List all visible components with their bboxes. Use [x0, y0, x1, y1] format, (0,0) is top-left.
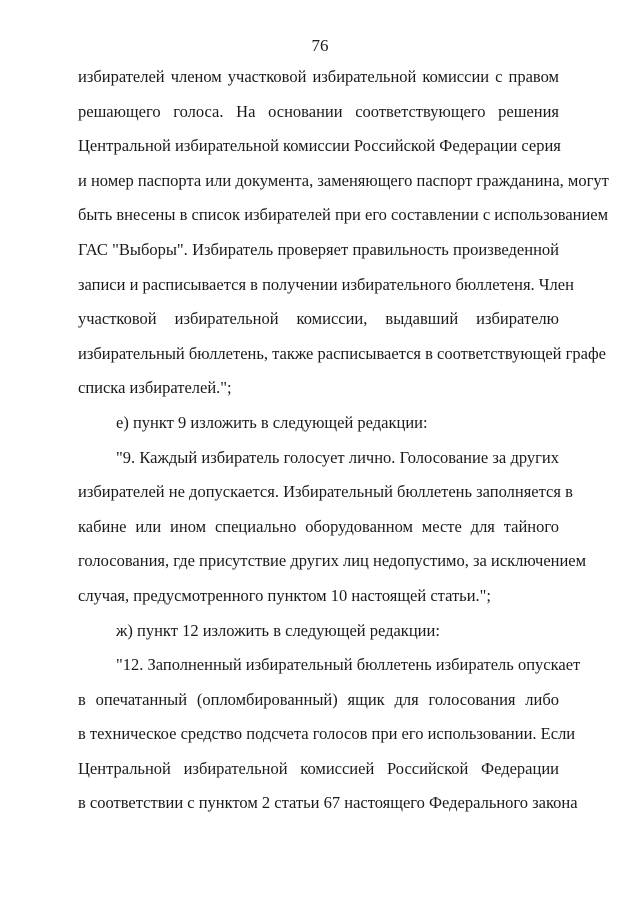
page-number: 76: [311, 36, 329, 55]
text-line: избирателей не допускается. Избирательный бюллетень заполняется в: [78, 482, 573, 502]
text-line: в техническое средство подсчета голосов при его использовании. Если: [78, 724, 576, 744]
text-line: избирателей членом участковой избирательной комиссии с правом: [78, 67, 559, 86]
text-line: случая, предусмотренного пунктом 10 настоящей статьи.";: [78, 585, 491, 605]
text-line: участковой избирательной комиссии, выдавший избирателю: [78, 309, 559, 329]
text-line: ж) пункт 12 изложить в следующей редакции:: [116, 620, 440, 640]
text-line: голосования, где присутствие других лиц недопустимо, за исключением: [78, 551, 587, 571]
text-line: е) пункт 9 изложить в следующей редакции:: [116, 412, 428, 432]
text-line: в соответствии с пунктом 2 статьи 67 настоящего Федерального закона: [78, 793, 578, 813]
text-line: "12. Заполненный избирательный бюллетень избиратель опускает: [116, 655, 581, 675]
text-line: в опечатанный (опломбированный) ящик для голосования либо: [78, 689, 559, 709]
text-line: решающего голоса. На основании соответствующего решения: [78, 101, 559, 121]
text-line: и номер паспорта или документа, заменяющего паспорт гражданина, могут: [78, 170, 609, 190]
text-line: быть внесены в список избирателей при его составлении с использованием: [78, 205, 609, 225]
text-line: Центральной избирательной комиссией Российской Федерации: [78, 758, 559, 778]
text-line: кабине или ином специально оборудованном месте для тайного: [78, 516, 559, 536]
text-line: Центральной избирательной комиссии Российской Федерации серия: [78, 136, 561, 156]
text-line: записи и расписывается в получении избирательного бюллетеня. Член: [78, 274, 574, 294]
text-line: избирательный бюллетень, также расписывается в соответствующей графе: [78, 343, 606, 363]
text-line: ГАС "Выборы". Избиратель проверяет правильность произведенной: [78, 239, 559, 259]
text-line: "9. Каждый избиратель голосует лично. Голосование за других: [116, 447, 559, 467]
body-text: [78, 60, 609, 821]
text-line: списка избирателей.";: [78, 378, 232, 398]
